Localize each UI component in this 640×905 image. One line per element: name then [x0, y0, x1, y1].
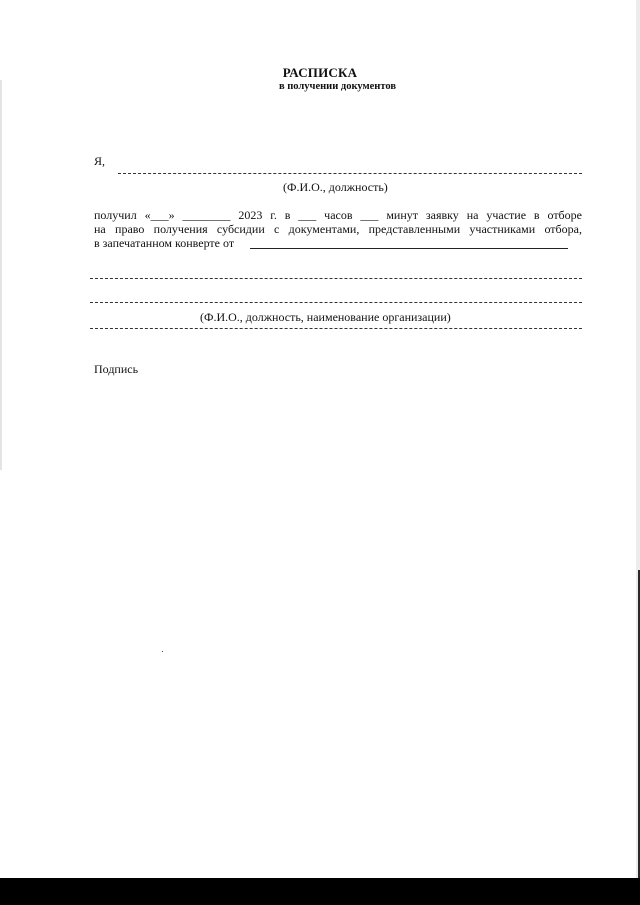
submitter-line-2 — [90, 302, 582, 303]
submitter-caption: (Ф.И.О., должность, наименование организации) — [200, 310, 451, 324]
receiver-caption: (Ф.И.О., должность) — [283, 180, 388, 194]
body-line-3: в запечатанном конверте от — [94, 236, 235, 250]
envelope-from-line — [250, 248, 568, 249]
receiver-name-line — [118, 173, 582, 174]
signature-label: Подпись — [94, 362, 139, 376]
submitter-line-1 — [90, 278, 582, 279]
document-subtitle: в получении документов — [278, 81, 397, 92]
scan-speck — [162, 651, 163, 652]
document-title: РАСПИСКА — [282, 65, 358, 80]
body-line-2: на право получения субсидии с документами, представленными участниками отбора, — [94, 222, 582, 236]
submitter-line-3 — [90, 328, 582, 329]
scan-bottom-band — [0, 878, 640, 905]
scan-edge-left — [0, 80, 2, 470]
receiver-prefix: Я, — [94, 154, 106, 168]
body-line-1: получил «___» ________ 2023 г. в ___ часов ___ минут заявку на участие в отборе — [94, 208, 582, 222]
